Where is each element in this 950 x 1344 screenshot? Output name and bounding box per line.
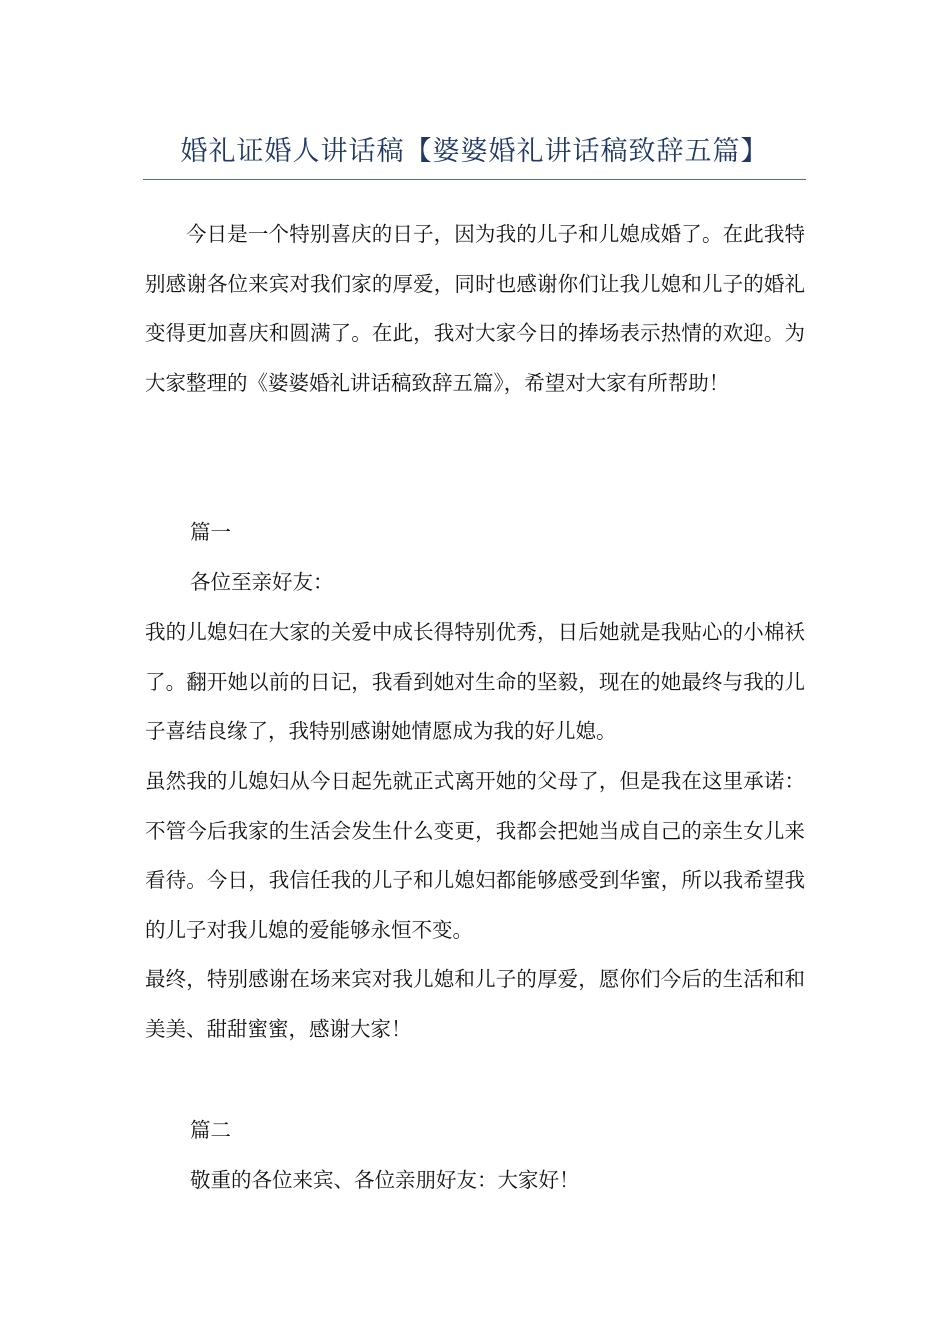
salutation-2: 敬重的各位来宾、各位亲朋好友：大家好！ <box>190 1168 580 1192</box>
salutation-1: 各位至亲好友： <box>190 570 334 594</box>
section-heading-1: 篇一 <box>190 520 231 544</box>
section1-paragraph-3: 最终，特别感谢在场来宾对我儿媳和儿子的厚爱，愿你们今后的生活和和美美、甜甜蜜蜜，感谢大家！ <box>145 967 805 1041</box>
intro-paragraph: 今日是一个特别喜庆的日子，因为我的儿子和儿媳成婚了。在此我特别感谢各位来宾对我们家的厚爱，同时也感谢你们让我儿媳和儿子的婚礼变得更加喜庆和圆满了。在此，我对大家今日的捧场表示热情的欢迎。为大家整理的《婆婆婚礼讲话稿致辞五篇》，希望对大家有所帮助！ <box>145 222 805 395</box>
section1-paragraph-1: 我的儿媳妇在大家的关爱中成长得特别优秀，日后她就是我贴心的小棉袄了。翻开她以前的日记，我看到她对生命的坚毅，现在的她最终与我的儿子喜结良缘了，我特别感谢她情愿成为我的好儿媳。 <box>145 620 805 744</box>
document-title: 婚礼证婚人讲话稿【婆婆婚礼讲话稿致辞五篇】 <box>180 136 769 167</box>
section-heading-2: 篇二 <box>190 1118 231 1142</box>
section1-paragraph-2: 虽然我的儿媳妇从今日起先就正式离开她的父母了，但是我在这里承诺：不管今后我家的生活会发生什么变更，我都会把她当成自己的亲生女儿来看待。今日，我信任我的儿子和儿媳妇都能够感受到华蜜，所以我希望我的儿子对我儿媳的爱能够永恒不变。 <box>145 769 805 942</box>
title-underline <box>143 179 806 180</box>
